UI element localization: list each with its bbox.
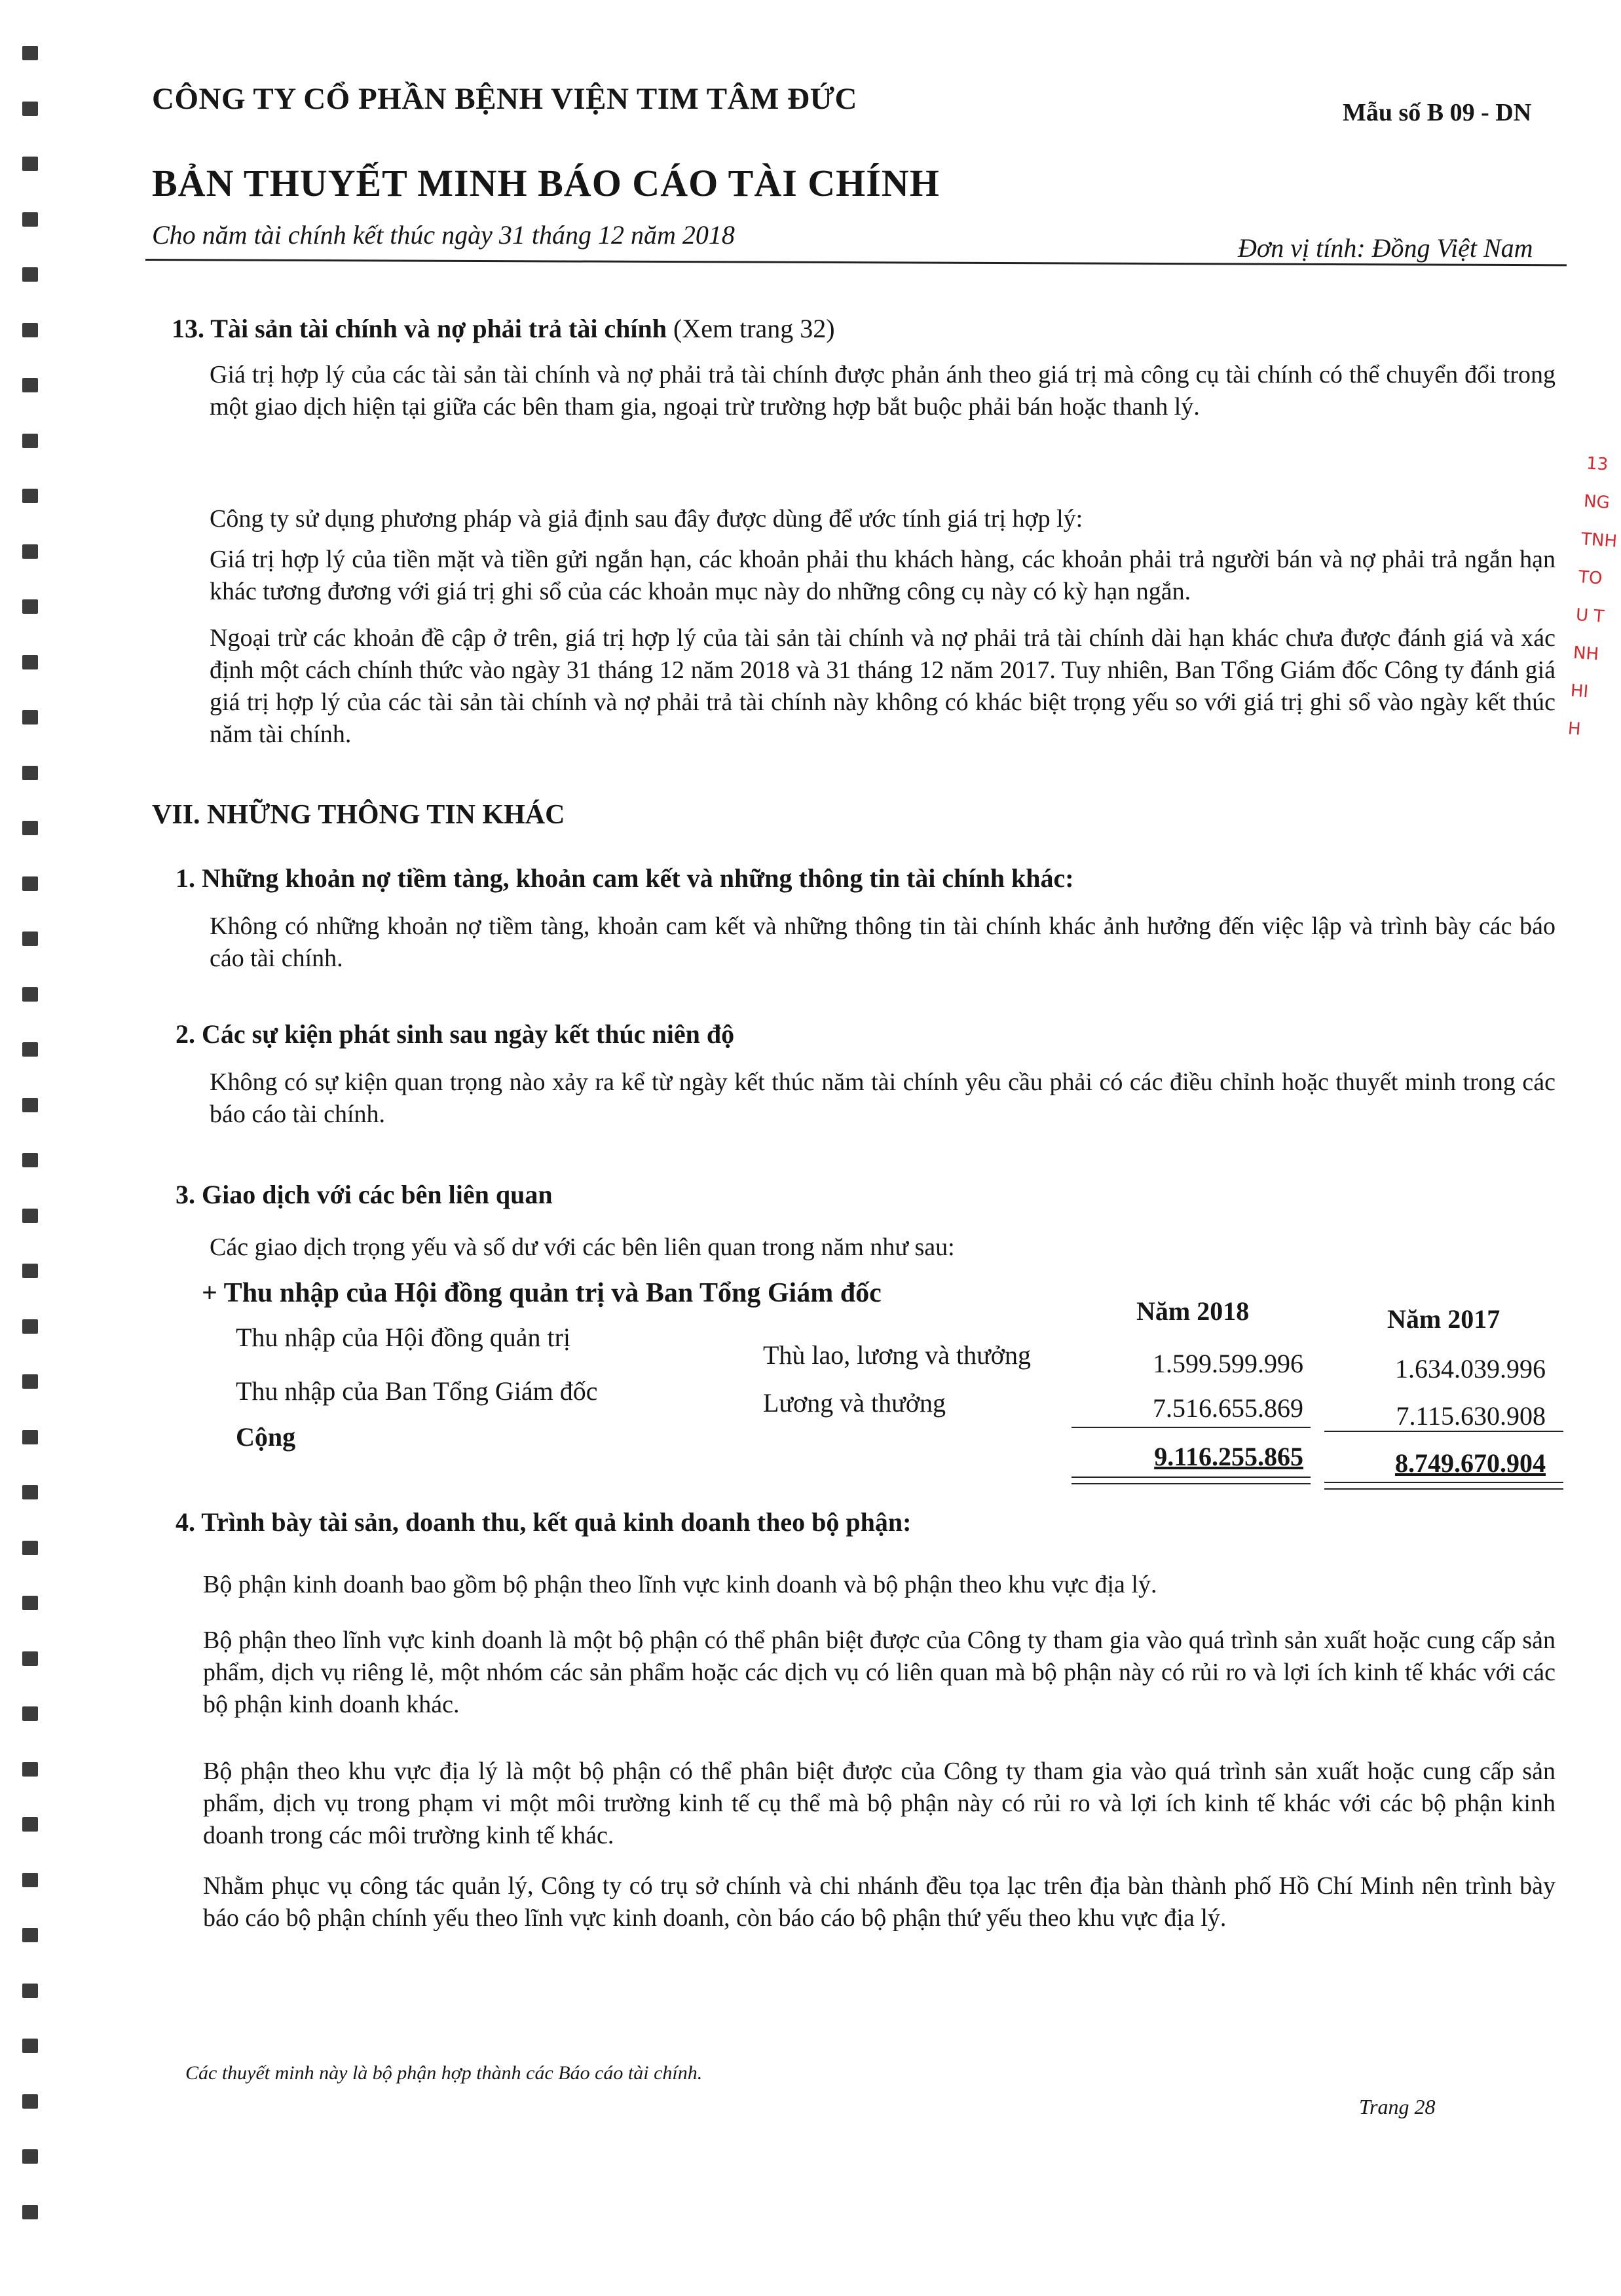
section-13-paragraph-2: Công ty sử dụng phương pháp và giả định sau đây được dùng để ước tính giá trị hợp lý: <box>210 505 1083 533</box>
table-caption: + Thu nhập của Hội đồng quản trị và Ban Tổng Giám đốc <box>202 1278 882 1308</box>
footer-note: Các thuyết minh này là bộ phận hợp thành các Báo cáo tài chính. <box>185 2062 703 2084</box>
binding-hole <box>22 157 38 171</box>
item-4-paragraph-2: Bộ phận theo lĩnh vực kinh doanh là một bộ phận có thể phân biệt được của Công ty tham gia vào quá trình sản xuất hoặc cung cấp sản phẩm, dịch vụ riêng lẻ, một nhóm các sản phẩm hoặc các dịch vụ có liên quan mà bộ phận này có rủi ro và lợi ích kinh tế khác với các bộ phận kinh doanh khác. <box>203 1627 1556 1718</box>
total-double-rule-2017 <box>1324 1482 1563 1490</box>
binding-hole <box>22 876 38 891</box>
binding-hole <box>22 821 38 835</box>
binding-hole <box>22 2039 38 2053</box>
form-number: Mẫu số B 09 - DN <box>1343 99 1532 126</box>
stamp-text-fragment: H <box>1567 719 1582 740</box>
binding-hole <box>22 710 38 725</box>
binding-hole <box>22 2205 38 2219</box>
page-number: Trang 28 <box>1359 2095 1436 2118</box>
binding-hole <box>22 1817 38 1832</box>
section-13-paragraph-3: Giá trị hợp lý của tiền mặt và tiền gửi ngắn hạn, các khoản phải thu khách hàng, các khoản phải trả người bán và nợ phải trả ngắn hạn khác tương đương với giá trị ghi sổ của các khoản mục này do những công cụ này có kỳ hạn ngắn. <box>210 546 1556 605</box>
item-1-heading: 1. Những khoản nợ tiềm tàng, khoản cam kết và những thông tin tài chính khác: <box>176 863 1074 893</box>
reporting-period: Cho năm tài chính kết thúc ngày 31 tháng 12 năm 2018 <box>152 220 735 250</box>
binding-hole <box>22 1596 38 1610</box>
section-13-paragraph-1: Giá trị hợp lý của các tài sản tài chính và nợ phải trả tài chính được phản ánh theo giá trị mà công cụ tài chính có thể chuyển đổi trong một giao dịch hiện tại giữa các bên tham gia, ngoại trừ trường hợp bắt buộc phải bán hoặc thanh lý. <box>210 361 1556 421</box>
document-title: BẢN THUYẾT MINH BÁO CÁO TÀI CHÍNH <box>152 162 940 204</box>
table-row-type: Lương và thưởng <box>763 1388 946 1418</box>
section-13-paragraph-4: Ngoại trừ các khoản đề cập ở trên, giá trị hợp lý của tài sản tài chính và nợ phải trả tài chính dài hạn khác chưa được đánh giá và xác định một cách chính thức vào ngày 31 tháng 12 năm 2018 và 31 tháng 12 năm 2017. Tuy nhiên, Ban Tổng Giám đốc Công ty đánh giá giá trị hợp lý của các tài sản tài chính và nợ phải trả tài chính này không có khác biệt trọng yếu so với giá trị ghi sổ vào ngày kết thúc năm tài chính. <box>210 624 1556 748</box>
binding-hole <box>22 378 38 392</box>
item-3-text: Các giao dịch trọng yếu và số dư với các bên liên quan trong năm như sau: <box>210 1233 955 1261</box>
company-name: CÔNG TY CỔ PHẦN BỆNH VIỆN TIM TÂM ĐỨC <box>152 82 857 116</box>
table-cell-2018: 7.516.655.869 <box>1153 1393 1303 1423</box>
binding-hole <box>22 1374 38 1389</box>
item-4-paragraph-3: Bộ phận theo khu vực địa lý là một bộ phận có thể phân biệt được của Công ty tham gia vào quá trình sản xuất hoặc cung cấp sản phẩm, dịch vụ trong phạm vi một môi trường kinh tế cụ thể mà bộ phận này có rủi ro và lợi ích kinh tế khác với các bộ phận kinh doanh trong các môi trường kinh tế khác. <box>203 1758 1556 1849</box>
total-label: Cộng <box>236 1422 296 1452</box>
currency-unit: Đơn vị tính: Đồng Việt Nam <box>1238 233 1533 263</box>
binding-hole <box>22 1706 38 1721</box>
section-13-heading: 13. Tài sản tài chính và nợ phải trả tài chính (Xem trang 32) <box>172 314 835 343</box>
binding-hole <box>22 655 38 669</box>
item-2-heading: 2. Các sự kiện phát sinh sau ngày kết thúc niên độ <box>176 1019 735 1049</box>
table-cell-2017: 1.634.039.996 <box>1395 1354 1546 1383</box>
binding-hole <box>22 212 38 227</box>
total-2018: 9.116.255.865 <box>1154 1442 1303 1471</box>
item-3-heading: 3. Giao dịch với các bên liên quan <box>176 1180 553 1209</box>
stamp-text-fragment: NG <box>1583 491 1611 513</box>
table-row-type: Thù lao, lương và thưởng <box>763 1340 1031 1370</box>
binding-hole <box>22 1098 38 1112</box>
stamp-text-fragment: TO <box>1578 567 1603 589</box>
binding-hole <box>22 434 38 448</box>
item-2-text: Không có sự kiện quan trọng nào xảy ra kể từ ngày kết thúc năm tài chính yêu cầu phải có các điều chỉnh hoặc thuyết minh trong các báo cáo tài chính. <box>210 1068 1556 1128</box>
binding-hole <box>22 1873 38 1887</box>
binding-hole <box>22 102 38 116</box>
stamp-text-fragment: U T <box>1575 605 1605 627</box>
stamp-text-fragment: 13 <box>1586 453 1609 475</box>
binding-hole <box>22 1984 38 1998</box>
binding-hole <box>22 323 38 337</box>
binding-hole <box>22 1264 38 1278</box>
total-double-rule-2018 <box>1071 1477 1311 1484</box>
binding-hole <box>22 987 38 1002</box>
table-row-label: Thu nhập của Ban Tổng Giám đốc <box>236 1376 598 1406</box>
binding-hole <box>22 1541 38 1555</box>
item-4-heading: 4. Trình bày tài sản, doanh thu, kết quả kinh doanh theo bộ phận: <box>176 1507 912 1537</box>
stamp-text-fragment: TNH <box>1580 529 1618 552</box>
page-reference: (Xem trang 32) <box>673 314 835 343</box>
binding-hole <box>22 1485 38 1499</box>
item-4-paragraph-4: Nhằm phục vụ công tác quản lý, Công ty có trụ sở chính và chi nhánh đều tọa lạc trên địa bàn thành phố Hồ Chí Minh nên trình bày báo cáo bộ phận chính yếu theo lĩnh vực kinh doanh, còn báo cáo bộ phận thứ yếu theo khu vực địa lý. <box>203 1872 1556 1932</box>
subtotal-rule-2017 <box>1324 1431 1563 1432</box>
subtotal-rule-2018 <box>1071 1427 1311 1428</box>
section-vii-heading: VII. NHỮNG THÔNG TIN KHÁC <box>152 800 565 830</box>
binding-hole <box>22 599 38 614</box>
item-4-paragraph-1: Bộ phận kinh doanh bao gồm bộ phận theo lĩnh vực kinh doanh và bộ phận theo khu vực địa lý. <box>203 1571 1157 1598</box>
binding-hole <box>22 1209 38 1223</box>
table-row-label: Thu nhập của Hội đồng quản trị <box>236 1323 570 1352</box>
binding-hole <box>22 932 38 946</box>
binding-hole <box>22 489 38 503</box>
total-2017: 8.749.670.904 <box>1395 1448 1546 1478</box>
table-cell-2017: 7.115.630.908 <box>1396 1401 1546 1431</box>
binding-hole <box>22 1319 38 1334</box>
table-cell-2018: 1.599.599.996 <box>1153 1349 1303 1378</box>
binding-holes <box>22 46 39 2260</box>
binding-hole <box>22 1042 38 1057</box>
binding-hole <box>22 1928 38 1942</box>
binding-hole <box>22 2149 38 2164</box>
stamp-text-fragment: NH <box>1572 643 1599 665</box>
red-stamp-fragment <box>1567 444 1621 750</box>
stamp-text-fragment: HI <box>1569 681 1590 702</box>
binding-hole <box>22 1153 38 1167</box>
column-header-2018: Năm 2018 <box>1136 1296 1250 1326</box>
binding-hole <box>22 1762 38 1777</box>
item-1-text: Không có những khoản nợ tiềm tàng, khoản cam kết và những thông tin tài chính khác ảnh hưởng đến việc lập và trình bày các báo cáo tài chính. <box>210 913 1556 972</box>
binding-hole <box>22 46 38 60</box>
binding-hole <box>22 2094 38 2109</box>
column-header-2017: Năm 2017 <box>1387 1304 1500 1334</box>
binding-hole <box>22 766 38 780</box>
binding-hole <box>22 1651 38 1666</box>
binding-hole <box>22 544 38 559</box>
binding-hole <box>22 267 38 282</box>
binding-hole <box>22 1430 38 1444</box>
